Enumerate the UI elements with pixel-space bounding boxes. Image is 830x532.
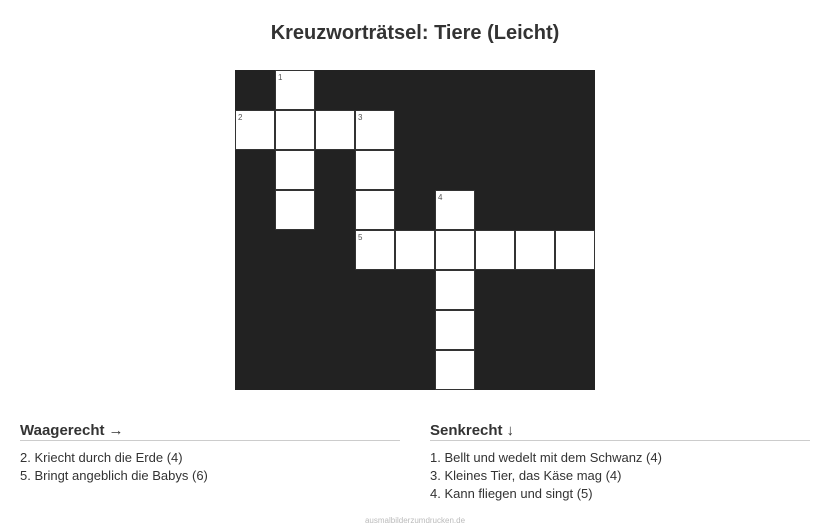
across-heading-label: Waagerecht (20, 422, 105, 439)
grid-cell[interactable] (395, 230, 435, 270)
cell-number: 5 (358, 233, 363, 242)
grid-cell[interactable] (355, 230, 395, 270)
footer-credit: ausmalbilderzumdrucken.de (364, 516, 466, 525)
cell-number: 3 (358, 113, 363, 122)
clue-across-5: 5. Bringt angeblich die Babys (6) (20, 468, 208, 483)
arrow-down-icon: ↓ (506, 422, 515, 439)
crossword-grid (235, 70, 595, 390)
arrow-right-icon: → (108, 422, 124, 439)
clue-down-4: 4. Kann fliegen und singt (5) (430, 486, 593, 501)
grid-cell[interactable] (275, 150, 315, 190)
cell-number: 4 (438, 193, 443, 202)
down-heading-label: Senkrecht (430, 422, 503, 439)
grid-cell[interactable] (355, 110, 395, 150)
clue-down-3: 3. Kleines Tier, das Käse mag (4) (430, 468, 622, 483)
grid-cell[interactable] (515, 230, 555, 270)
grid-cell[interactable] (355, 150, 395, 190)
cell-number: 1 (278, 73, 283, 82)
grid-cell[interactable] (315, 110, 355, 150)
grid-cell[interactable] (435, 350, 475, 390)
grid-cell[interactable] (275, 70, 315, 110)
grid-cell[interactable] (475, 230, 515, 270)
page-title: Kreuzworträtsel: Tiere (Leicht) (270, 22, 560, 44)
cell-number: 2 (238, 113, 243, 122)
grid-cell[interactable] (435, 190, 475, 230)
clue-down-1: 1. Bellt und wedelt mit dem Schwanz (4) (430, 450, 662, 465)
across-clues (20, 422, 400, 485)
down-clues (430, 422, 810, 503)
grid-cell[interactable] (555, 230, 595, 270)
grid-cell[interactable] (275, 190, 315, 230)
clue-across-2: 2. Kriecht durch die Erde (4) (20, 450, 183, 465)
down-heading (430, 422, 810, 441)
grid-cell[interactable] (435, 230, 475, 270)
across-heading (20, 422, 400, 441)
grid-cell[interactable] (235, 110, 275, 150)
grid-cell[interactable] (355, 190, 395, 230)
grid-cell[interactable] (275, 110, 315, 150)
grid-cell[interactable] (435, 310, 475, 350)
grid-cell[interactable] (435, 270, 475, 310)
